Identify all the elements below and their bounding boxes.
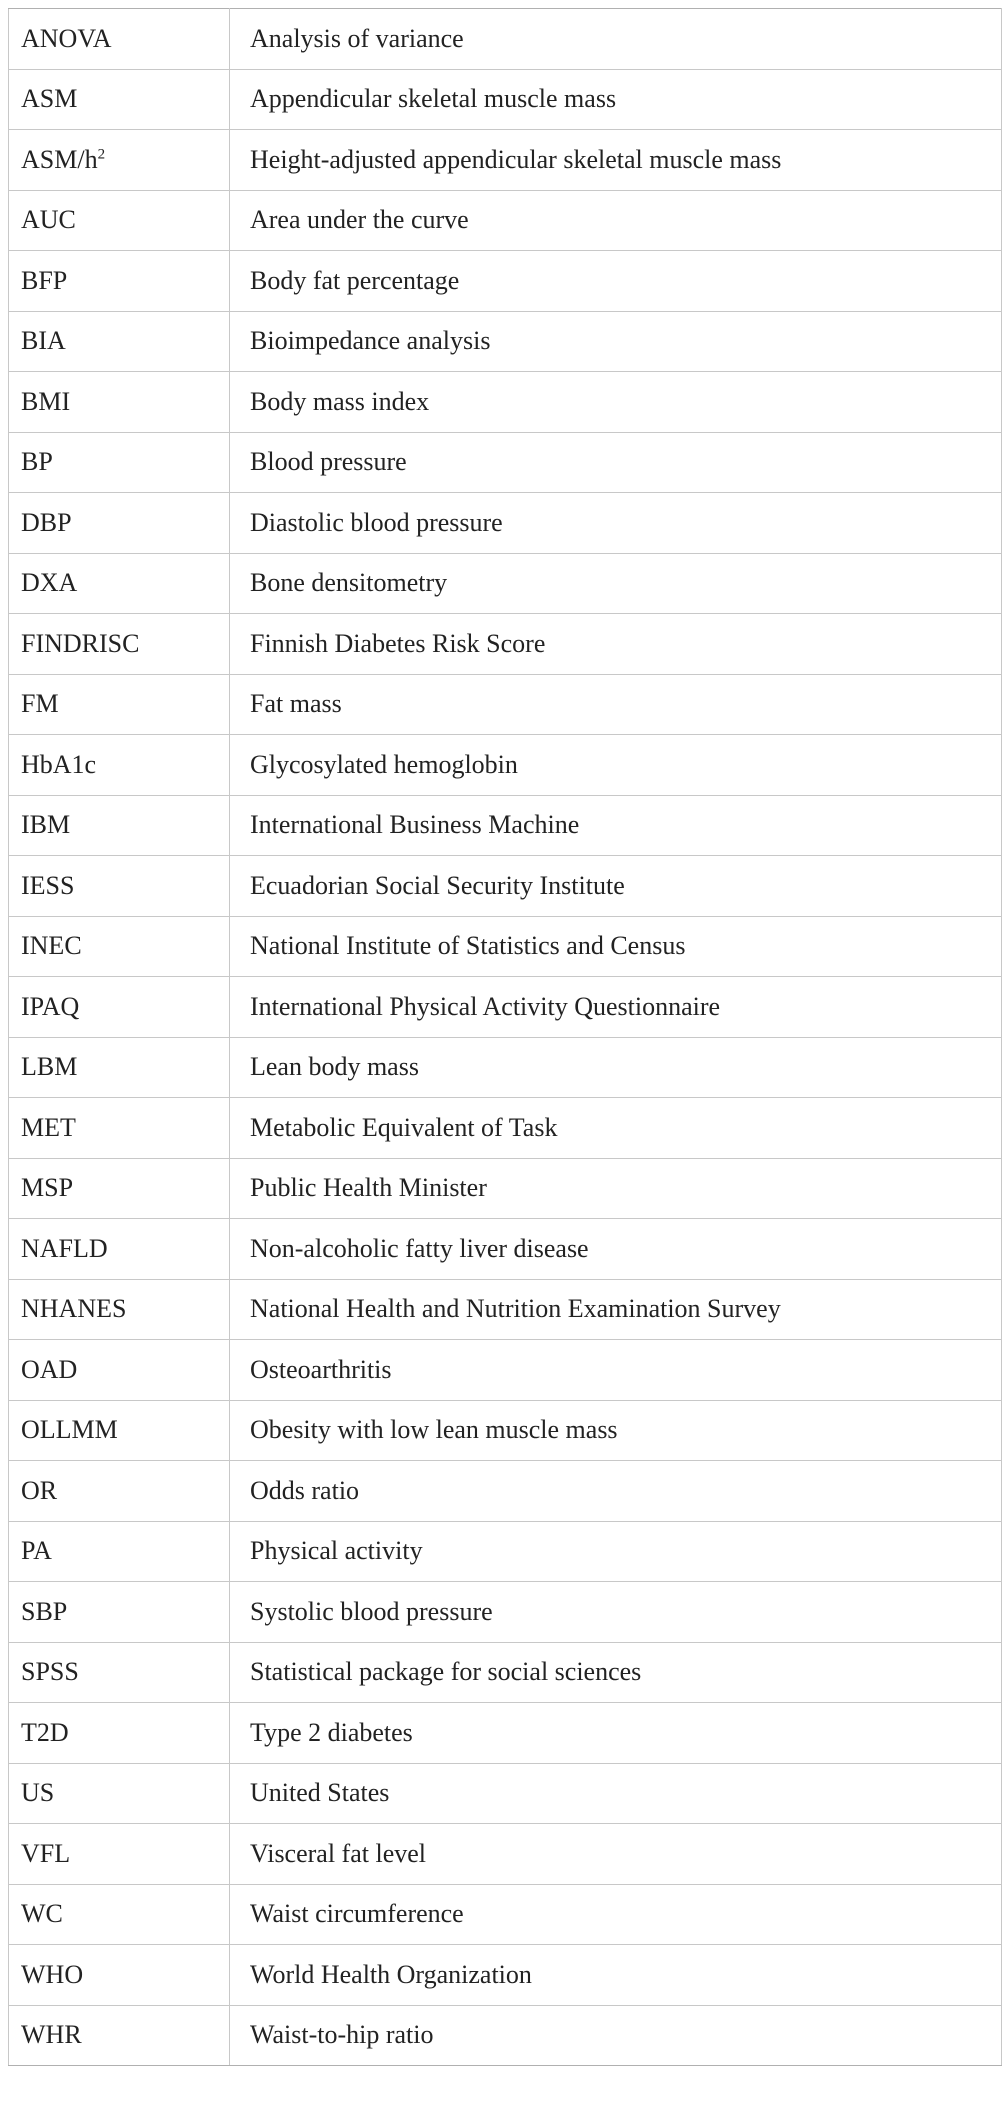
table-row bbox=[9, 2005, 1002, 2066]
abbreviation-text: NAFLD bbox=[21, 1233, 108, 1263]
abbreviation-cell bbox=[9, 1340, 230, 1401]
table-row bbox=[9, 311, 1002, 372]
definition-text: Obesity with low lean muscle mass bbox=[250, 1415, 618, 1445]
definition-text: Bone densitometry bbox=[250, 568, 448, 598]
definition-cell bbox=[230, 1400, 1002, 1461]
definition-cell bbox=[230, 1340, 1002, 1401]
table-row bbox=[9, 1703, 1002, 1764]
definition-cell bbox=[230, 9, 1002, 70]
abbreviation-text: PA bbox=[21, 1536, 52, 1566]
definition-cell bbox=[230, 1582, 1002, 1643]
abbreviation-text: BFP bbox=[21, 265, 68, 295]
abbreviation-text: US bbox=[21, 1778, 55, 1808]
abbreviation-text: NHANES bbox=[21, 1294, 127, 1324]
definition-text: World Health Organization bbox=[250, 1959, 532, 1989]
definition-text: International Business Machine bbox=[250, 810, 580, 840]
table-row bbox=[9, 69, 1002, 130]
abbreviation-text: IESS bbox=[21, 870, 75, 900]
definition-cell bbox=[230, 1642, 1002, 1703]
abbreviation-cell bbox=[9, 977, 230, 1038]
table-row bbox=[9, 1461, 1002, 1522]
table-row bbox=[9, 1824, 1002, 1885]
table-row bbox=[9, 1400, 1002, 1461]
definition-text: Osteoarthritis bbox=[250, 1354, 392, 1384]
abbreviation-text: BIA bbox=[21, 326, 66, 356]
abbreviation-cell bbox=[9, 1945, 230, 2006]
table-row bbox=[9, 130, 1002, 191]
table-row bbox=[9, 251, 1002, 312]
definition-cell bbox=[230, 916, 1002, 977]
definition-text: Ecuadorian Social Security Institute bbox=[250, 870, 625, 900]
abbreviation-cell bbox=[9, 190, 230, 251]
definition-cell bbox=[230, 795, 1002, 856]
abbreviation-text: MSP bbox=[21, 1173, 74, 1203]
definition-text: Lean body mass bbox=[250, 1052, 419, 1082]
definition-cell bbox=[230, 1461, 1002, 1522]
table-row bbox=[9, 493, 1002, 554]
abbreviation-cell bbox=[9, 9, 230, 70]
definition-text: International Physical Activity Questionnaire bbox=[250, 991, 721, 1021]
abbreviation-cell bbox=[9, 311, 230, 372]
abbreviation-text: FM bbox=[21, 689, 59, 719]
abbreviation-cell bbox=[9, 856, 230, 917]
definition-text: Glycosylated hemoglobin bbox=[250, 749, 518, 779]
definition-cell bbox=[230, 1037, 1002, 1098]
definition-text: Public Health Minister bbox=[250, 1173, 487, 1203]
definition-text: Appendicular skeletal muscle mass bbox=[250, 84, 617, 114]
abbreviation-superscript: 2 bbox=[97, 146, 106, 163]
abbreviation-cell bbox=[9, 1461, 230, 1522]
abbreviation-cell bbox=[9, 1219, 230, 1280]
definition-cell bbox=[230, 493, 1002, 554]
table-row bbox=[9, 977, 1002, 1038]
abbreviation-cell bbox=[9, 1703, 230, 1764]
definition-cell bbox=[230, 614, 1002, 675]
abbreviation-text: ASM bbox=[21, 84, 78, 114]
table-row bbox=[9, 1884, 1002, 1945]
abbreviation-text: ANOVA bbox=[21, 23, 112, 53]
abbreviation-text: BMI bbox=[21, 386, 71, 416]
abbreviation-text: SPSS bbox=[21, 1657, 79, 1687]
table-row bbox=[9, 9, 1002, 70]
definition-text: Blood pressure bbox=[250, 447, 407, 477]
definition-cell bbox=[230, 2005, 1002, 2066]
abbreviation-cell bbox=[9, 130, 230, 191]
abbreviation-text: OLLMM bbox=[21, 1415, 118, 1445]
table-row bbox=[9, 1158, 1002, 1219]
definition-cell bbox=[230, 190, 1002, 251]
table-row bbox=[9, 190, 1002, 251]
abbreviation-cell bbox=[9, 1521, 230, 1582]
definition-cell bbox=[230, 130, 1002, 191]
table-row bbox=[9, 1037, 1002, 1098]
abbreviation-text: IPAQ bbox=[21, 991, 80, 1021]
table-row bbox=[9, 1340, 1002, 1401]
definition-cell bbox=[230, 1824, 1002, 1885]
abbreviations-table bbox=[8, 8, 1002, 2066]
definition-cell bbox=[230, 372, 1002, 433]
definition-text: Body fat percentage bbox=[250, 265, 460, 295]
abbreviation-text: ASM/h bbox=[21, 144, 98, 174]
abbreviation-cell bbox=[9, 1098, 230, 1159]
definition-cell bbox=[230, 432, 1002, 493]
abbreviation-cell bbox=[9, 1037, 230, 1098]
table-row bbox=[9, 735, 1002, 796]
abbreviation-cell bbox=[9, 614, 230, 675]
definition-text: United States bbox=[250, 1778, 390, 1808]
abbreviation-cell bbox=[9, 251, 230, 312]
abbreviation-text: HbA1c bbox=[21, 749, 97, 779]
definition-text: Non-alcoholic fatty liver disease bbox=[250, 1233, 589, 1263]
definition-text: Metabolic Equivalent of Task bbox=[250, 1112, 558, 1142]
table-row bbox=[9, 614, 1002, 675]
abbreviations-table-body bbox=[9, 9, 1002, 2066]
abbreviation-cell bbox=[9, 493, 230, 554]
definition-text: National Health and Nutrition Examination Survey bbox=[250, 1294, 781, 1324]
definition-cell bbox=[230, 251, 1002, 312]
definition-text: Analysis of variance bbox=[250, 23, 464, 53]
abbreviation-cell bbox=[9, 1279, 230, 1340]
definition-text: Visceral fat level bbox=[250, 1838, 427, 1868]
table-row bbox=[9, 916, 1002, 977]
definition-text: Waist circumference bbox=[250, 1899, 464, 1929]
abbreviation-text: FINDRISC bbox=[21, 628, 140, 658]
abbreviation-cell bbox=[9, 674, 230, 735]
definition-cell bbox=[230, 735, 1002, 796]
definition-cell bbox=[230, 1219, 1002, 1280]
abbreviation-text: LBM bbox=[21, 1052, 78, 1082]
definition-cell bbox=[230, 1945, 1002, 2006]
table-row bbox=[9, 553, 1002, 614]
definition-text: Statistical package for social sciences bbox=[250, 1657, 642, 1687]
table-row bbox=[9, 1642, 1002, 1703]
abbreviation-cell bbox=[9, 1824, 230, 1885]
definition-cell bbox=[230, 674, 1002, 735]
abbreviation-cell bbox=[9, 69, 230, 130]
abbreviation-cell bbox=[9, 1884, 230, 1945]
abbreviation-text: OR bbox=[21, 1475, 58, 1505]
table-row bbox=[9, 1279, 1002, 1340]
definition-text: Waist-to-hip ratio bbox=[250, 2020, 434, 2050]
table-row bbox=[9, 795, 1002, 856]
definition-cell bbox=[230, 1763, 1002, 1824]
abbreviation-text: WHO bbox=[21, 1959, 84, 1989]
definition-text: Height-adjusted appendicular skeletal muscle mass bbox=[250, 144, 782, 174]
table-row bbox=[9, 432, 1002, 493]
definition-cell bbox=[230, 1521, 1002, 1582]
table-row bbox=[9, 1521, 1002, 1582]
abbreviation-text: WC bbox=[21, 1899, 63, 1929]
table-row bbox=[9, 1763, 1002, 1824]
table-row bbox=[9, 674, 1002, 735]
table-row bbox=[9, 856, 1002, 917]
abbreviation-cell bbox=[9, 916, 230, 977]
definition-text: Fat mass bbox=[250, 689, 342, 719]
abbreviation-text: IBM bbox=[21, 810, 71, 840]
definition-text: Type 2 diabetes bbox=[250, 1717, 413, 1747]
abbreviation-cell bbox=[9, 1763, 230, 1824]
definition-text: Bioimpedance analysis bbox=[250, 326, 491, 356]
definition-cell bbox=[230, 856, 1002, 917]
abbreviation-text: T2D bbox=[21, 1717, 69, 1747]
definition-text: Physical activity bbox=[250, 1536, 423, 1566]
abbreviation-cell bbox=[9, 1400, 230, 1461]
abbreviation-cell bbox=[9, 1582, 230, 1643]
definition-cell bbox=[230, 553, 1002, 614]
abbreviation-cell bbox=[9, 432, 230, 493]
table-row bbox=[9, 1219, 1002, 1280]
definition-text: Odds ratio bbox=[250, 1475, 360, 1505]
definition-text: Area under the curve bbox=[250, 205, 469, 235]
abbreviation-cell bbox=[9, 553, 230, 614]
definition-text: Finnish Diabetes Risk Score bbox=[250, 628, 546, 658]
definition-cell bbox=[230, 1279, 1002, 1340]
abbreviation-text: OAD bbox=[21, 1354, 78, 1384]
definition-cell bbox=[230, 977, 1002, 1038]
abbreviation-cell bbox=[9, 372, 230, 433]
abbreviation-text: INEC bbox=[21, 931, 82, 961]
definition-cell bbox=[230, 1158, 1002, 1219]
table-row bbox=[9, 372, 1002, 433]
abbreviation-cell bbox=[9, 735, 230, 796]
abbreviation-text: AUC bbox=[21, 205, 76, 235]
abbreviation-cell bbox=[9, 1642, 230, 1703]
abbreviation-text: WHR bbox=[21, 2020, 82, 2050]
definition-text: National Institute of Statistics and Census bbox=[250, 931, 686, 961]
abbreviation-text: MET bbox=[21, 1112, 76, 1142]
abbreviation-text: DBP bbox=[21, 507, 72, 537]
abbreviation-cell bbox=[9, 2005, 230, 2066]
abbreviation-text: VFL bbox=[21, 1838, 71, 1868]
definition-text: Systolic blood pressure bbox=[250, 1596, 493, 1626]
definition-cell bbox=[230, 69, 1002, 130]
table-row bbox=[9, 1582, 1002, 1643]
definition-text: Diastolic blood pressure bbox=[250, 507, 503, 537]
abbreviation-cell bbox=[9, 795, 230, 856]
definition-cell bbox=[230, 1098, 1002, 1159]
definition-cell bbox=[230, 1703, 1002, 1764]
abbreviation-text: DXA bbox=[21, 568, 78, 598]
abbreviation-cell bbox=[9, 1158, 230, 1219]
definition-text: Body mass index bbox=[250, 386, 430, 416]
definition-cell bbox=[230, 1884, 1002, 1945]
table-row bbox=[9, 1945, 1002, 2006]
abbreviation-text: BP bbox=[21, 447, 53, 477]
abbreviation-text: SBP bbox=[21, 1596, 68, 1626]
definition-cell bbox=[230, 311, 1002, 372]
table-row bbox=[9, 1098, 1002, 1159]
